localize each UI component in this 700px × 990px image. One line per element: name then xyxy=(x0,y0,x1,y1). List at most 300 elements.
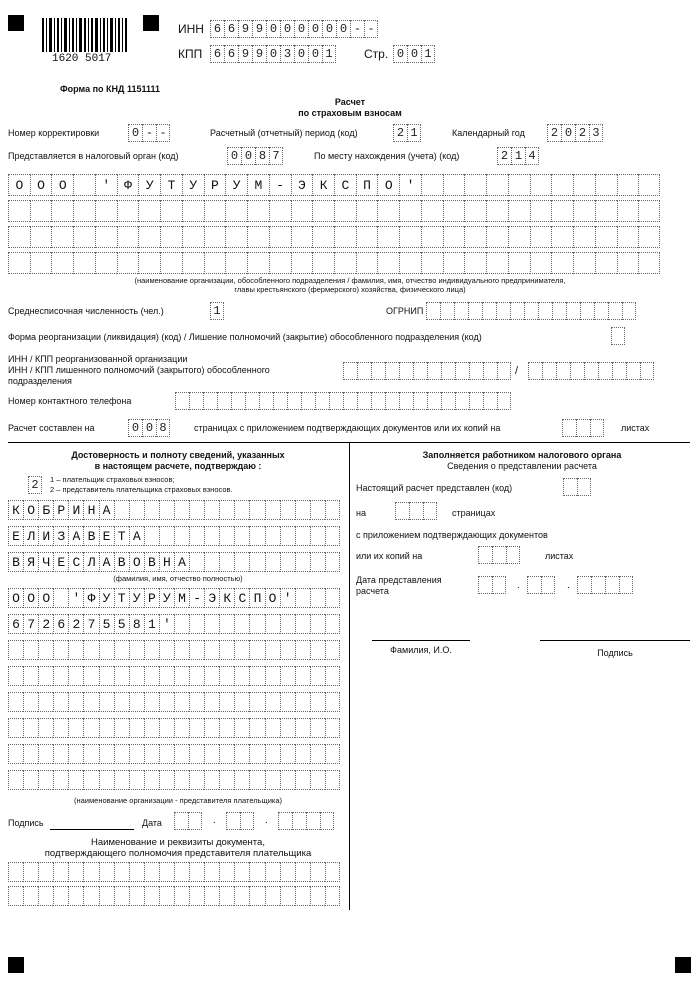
cell[interactable] xyxy=(114,718,129,738)
cell[interactable] xyxy=(478,546,492,564)
cell[interactable] xyxy=(269,252,291,274)
cell[interactable] xyxy=(138,226,160,248)
cell[interactable] xyxy=(174,666,189,686)
cell[interactable] xyxy=(68,744,83,764)
cell[interactable] xyxy=(552,302,566,320)
cell[interactable] xyxy=(295,718,310,738)
cell[interactable] xyxy=(413,362,427,380)
cell[interactable] xyxy=(117,226,139,248)
cell[interactable] xyxy=(234,666,249,686)
cell[interactable] xyxy=(53,886,68,906)
cell[interactable] xyxy=(247,200,269,222)
cell[interactable] xyxy=(269,200,291,222)
cell[interactable] xyxy=(580,302,594,320)
cell[interactable]: Я xyxy=(23,552,38,572)
cell[interactable] xyxy=(159,640,174,660)
reorg-kpp-cells[interactable] xyxy=(528,362,654,380)
cell[interactable] xyxy=(280,770,295,790)
cell[interactable]: У xyxy=(159,588,174,608)
cell[interactable] xyxy=(225,200,247,222)
cell[interactable]: 0 xyxy=(266,20,280,38)
cell[interactable] xyxy=(464,200,486,222)
cell[interactable]: Т xyxy=(160,174,182,196)
cell[interactable] xyxy=(483,392,497,410)
cell[interactable] xyxy=(99,770,114,790)
cell[interactable] xyxy=(204,886,219,906)
kpp-cells[interactable] xyxy=(210,45,336,63)
cell[interactable] xyxy=(99,744,114,764)
cell[interactable] xyxy=(594,302,608,320)
cell[interactable] xyxy=(174,692,189,712)
cell[interactable]: С xyxy=(68,552,83,572)
cell[interactable] xyxy=(605,576,619,594)
rep-org-row-2[interactable] xyxy=(8,614,340,634)
cell[interactable]: - xyxy=(142,124,156,142)
cell[interactable]: ' xyxy=(399,174,421,196)
rep-org-row-8[interactable] xyxy=(8,770,340,790)
cell[interactable] xyxy=(99,692,114,712)
cell[interactable] xyxy=(68,692,83,712)
cell[interactable] xyxy=(265,666,280,686)
cell[interactable] xyxy=(551,200,573,222)
cell[interactable] xyxy=(265,500,280,520)
cell[interactable] xyxy=(23,666,38,686)
cell[interactable] xyxy=(291,252,313,274)
cell[interactable]: 8 xyxy=(129,614,144,634)
org-name-row-4[interactable] xyxy=(8,252,660,274)
cell[interactable]: А xyxy=(99,552,114,572)
reorg-cell[interactable] xyxy=(611,327,625,345)
cell[interactable] xyxy=(160,226,182,248)
cell[interactable] xyxy=(492,546,506,564)
cell[interactable]: А xyxy=(174,552,189,572)
cell[interactable] xyxy=(189,770,204,790)
org-name-row-2[interactable] xyxy=(8,200,660,222)
cell[interactable] xyxy=(385,392,399,410)
cell[interactable] xyxy=(441,392,455,410)
cell[interactable] xyxy=(249,770,264,790)
cell[interactable]: О xyxy=(377,174,399,196)
cell[interactable] xyxy=(443,226,465,248)
cell[interactable] xyxy=(464,252,486,274)
cell[interactable] xyxy=(638,226,660,248)
cell[interactable] xyxy=(573,252,595,274)
cell[interactable] xyxy=(310,718,325,738)
cell[interactable] xyxy=(310,770,325,790)
tax-authority-cells[interactable] xyxy=(227,147,283,165)
cell[interactable] xyxy=(189,526,204,546)
cell[interactable] xyxy=(556,362,570,380)
cell[interactable] xyxy=(542,362,556,380)
cell[interactable] xyxy=(114,640,129,660)
cell[interactable] xyxy=(249,744,264,764)
correction-cells[interactable] xyxy=(128,124,170,142)
rep-org-row-7[interactable] xyxy=(8,744,340,764)
cell[interactable]: 2 xyxy=(38,614,53,634)
cell[interactable] xyxy=(291,200,313,222)
cell[interactable] xyxy=(325,886,340,906)
cell[interactable] xyxy=(53,692,68,712)
cell[interactable] xyxy=(291,226,313,248)
cell[interactable] xyxy=(280,862,295,882)
cell[interactable] xyxy=(174,526,189,546)
cell[interactable]: 0 xyxy=(142,419,156,437)
cell[interactable] xyxy=(231,392,245,410)
cell[interactable]: 0 xyxy=(322,20,336,38)
cell[interactable] xyxy=(114,770,129,790)
cell[interactable] xyxy=(159,886,174,906)
cell[interactable] xyxy=(399,362,413,380)
cell[interactable] xyxy=(204,500,219,520)
cell[interactable] xyxy=(377,200,399,222)
cell[interactable] xyxy=(530,200,552,222)
cell[interactable] xyxy=(497,392,511,410)
cell[interactable] xyxy=(204,640,219,660)
cell[interactable] xyxy=(640,362,654,380)
cell[interactable] xyxy=(51,226,73,248)
cell[interactable] xyxy=(144,718,159,738)
cell[interactable]: 8 xyxy=(156,419,170,437)
cell[interactable] xyxy=(51,252,73,274)
cell[interactable] xyxy=(506,546,520,564)
cell[interactable] xyxy=(530,252,552,274)
cell[interactable] xyxy=(174,640,189,660)
cell[interactable] xyxy=(573,226,595,248)
cell[interactable]: 2 xyxy=(497,147,511,165)
cell[interactable] xyxy=(464,174,486,196)
cell[interactable] xyxy=(357,392,371,410)
cell[interactable] xyxy=(129,718,144,738)
cell[interactable] xyxy=(129,744,144,764)
cell[interactable] xyxy=(234,692,249,712)
cell[interactable] xyxy=(259,392,273,410)
cell[interactable] xyxy=(295,640,310,660)
cell[interactable] xyxy=(295,744,310,764)
cell[interactable] xyxy=(129,666,144,686)
cell[interactable]: К xyxy=(312,174,334,196)
org-name-row-1[interactable] xyxy=(8,174,660,196)
cell[interactable] xyxy=(219,770,234,790)
cell[interactable]: 7 xyxy=(83,614,98,634)
cell[interactable] xyxy=(8,666,23,686)
cell[interactable] xyxy=(247,226,269,248)
cell[interactable]: 5 xyxy=(99,614,114,634)
cell[interactable]: 1 xyxy=(421,45,435,63)
cell[interactable]: Э xyxy=(291,174,313,196)
cell[interactable]: А xyxy=(129,526,144,546)
cell[interactable]: П xyxy=(249,588,264,608)
cell[interactable] xyxy=(249,862,264,882)
cell[interactable] xyxy=(8,252,30,274)
cell[interactable] xyxy=(225,252,247,274)
cell[interactable] xyxy=(8,770,23,790)
cell[interactable] xyxy=(217,392,231,410)
cell[interactable] xyxy=(219,886,234,906)
right-date-day[interactable] xyxy=(478,576,506,594)
cell[interactable] xyxy=(325,692,340,712)
cell[interactable] xyxy=(622,302,636,320)
cell[interactable] xyxy=(114,886,129,906)
cell[interactable] xyxy=(310,552,325,572)
cell[interactable] xyxy=(8,744,23,764)
cell[interactable] xyxy=(611,327,625,345)
cell[interactable]: ' xyxy=(95,174,117,196)
cell[interactable] xyxy=(174,614,189,634)
cell[interactable] xyxy=(234,744,249,764)
cell[interactable]: Е xyxy=(99,526,114,546)
cell[interactable] xyxy=(30,226,52,248)
cell[interactable] xyxy=(226,812,240,830)
cell[interactable] xyxy=(325,718,340,738)
cell[interactable]: 0 xyxy=(561,124,575,142)
cell[interactable] xyxy=(371,362,385,380)
cell[interactable] xyxy=(551,252,573,274)
cell[interactable]: Л xyxy=(83,552,98,572)
cell[interactable]: 0 xyxy=(294,45,308,63)
cell[interactable]: 7 xyxy=(23,614,38,634)
cell[interactable] xyxy=(83,770,98,790)
cell[interactable]: 2 xyxy=(393,124,407,142)
year-cells[interactable] xyxy=(547,124,603,142)
cell[interactable]: У xyxy=(138,174,160,196)
cell[interactable] xyxy=(204,200,226,222)
cell[interactable] xyxy=(265,744,280,764)
cell[interactable]: У xyxy=(182,174,204,196)
cell[interactable] xyxy=(249,640,264,660)
cell[interactable] xyxy=(295,886,310,906)
cell[interactable] xyxy=(8,200,30,222)
org-name-row-3[interactable] xyxy=(8,226,660,248)
cell[interactable] xyxy=(280,744,295,764)
cell[interactable] xyxy=(234,552,249,572)
cell[interactable] xyxy=(483,362,497,380)
cell[interactable]: О xyxy=(129,552,144,572)
inn-cells[interactable] xyxy=(210,20,378,38)
cell[interactable] xyxy=(234,862,249,882)
submitted-cells[interactable] xyxy=(563,478,591,496)
cell[interactable] xyxy=(486,226,508,248)
cell[interactable] xyxy=(524,302,538,320)
cell[interactable] xyxy=(325,744,340,764)
cell[interactable] xyxy=(385,362,399,380)
cell[interactable] xyxy=(280,666,295,686)
cell[interactable] xyxy=(138,200,160,222)
cell[interactable]: Е xyxy=(53,552,68,572)
cell[interactable] xyxy=(312,200,334,222)
cell[interactable]: ' xyxy=(159,614,174,634)
cell[interactable]: 0 xyxy=(308,20,322,38)
cell[interactable] xyxy=(478,576,492,594)
cell[interactable] xyxy=(399,252,421,274)
cell[interactable] xyxy=(287,392,301,410)
cell[interactable] xyxy=(30,200,52,222)
page-cells[interactable] xyxy=(393,45,435,63)
cell[interactable] xyxy=(295,552,310,572)
cell[interactable]: 1 xyxy=(210,302,224,320)
cell[interactable] xyxy=(51,200,73,222)
cell[interactable] xyxy=(598,362,612,380)
cell[interactable] xyxy=(399,200,421,222)
cell[interactable] xyxy=(53,718,68,738)
cell[interactable] xyxy=(189,718,204,738)
cell[interactable] xyxy=(204,770,219,790)
cell[interactable] xyxy=(423,502,437,520)
cell[interactable] xyxy=(129,886,144,906)
cell[interactable] xyxy=(114,666,129,686)
left-date-day[interactable] xyxy=(174,812,202,830)
cell[interactable] xyxy=(219,862,234,882)
cell[interactable] xyxy=(204,614,219,634)
cell[interactable] xyxy=(455,392,469,410)
cell[interactable] xyxy=(234,886,249,906)
cell[interactable] xyxy=(159,718,174,738)
cell[interactable]: А xyxy=(99,500,114,520)
cell[interactable] xyxy=(219,744,234,764)
cell[interactable] xyxy=(23,770,38,790)
cell[interactable]: О xyxy=(51,174,73,196)
location-cells[interactable] xyxy=(497,147,539,165)
cell[interactable] xyxy=(129,770,144,790)
cell[interactable] xyxy=(573,200,595,222)
cell[interactable]: - xyxy=(156,124,170,142)
cell[interactable] xyxy=(219,692,234,712)
cell[interactable] xyxy=(356,200,378,222)
cell[interactable] xyxy=(68,862,83,882)
cell[interactable] xyxy=(73,200,95,222)
cell[interactable] xyxy=(83,718,98,738)
cell[interactable] xyxy=(443,200,465,222)
cell[interactable] xyxy=(174,770,189,790)
cell[interactable] xyxy=(310,692,325,712)
cell[interactable]: О xyxy=(23,588,38,608)
cell[interactable] xyxy=(203,392,217,410)
cell[interactable] xyxy=(566,302,580,320)
cell[interactable] xyxy=(528,362,542,380)
cell[interactable]: И xyxy=(38,526,53,546)
cell[interactable] xyxy=(399,392,413,410)
cell[interactable] xyxy=(492,576,506,594)
cell[interactable] xyxy=(23,744,38,764)
pages-cells[interactable] xyxy=(128,419,170,437)
cell[interactable]: Р xyxy=(204,174,226,196)
cell[interactable] xyxy=(608,302,622,320)
cell[interactable] xyxy=(612,362,626,380)
cell[interactable]: В xyxy=(114,552,129,572)
cell[interactable] xyxy=(577,576,591,594)
cell[interactable] xyxy=(204,666,219,686)
cell[interactable] xyxy=(189,500,204,520)
cell[interactable] xyxy=(8,640,23,660)
cell[interactable]: 6 xyxy=(210,45,224,63)
cell[interactable] xyxy=(551,174,573,196)
cell[interactable] xyxy=(129,500,144,520)
cell[interactable] xyxy=(562,419,576,437)
cell[interactable] xyxy=(234,718,249,738)
cell[interactable] xyxy=(295,526,310,546)
cell[interactable] xyxy=(144,500,159,520)
cell[interactable]: 9 xyxy=(252,45,266,63)
cell[interactable] xyxy=(334,226,356,248)
cell[interactable] xyxy=(541,576,555,594)
cell[interactable] xyxy=(265,640,280,660)
cell[interactable] xyxy=(427,362,441,380)
cell[interactable] xyxy=(295,614,310,634)
cell[interactable] xyxy=(204,552,219,572)
cell[interactable] xyxy=(189,692,204,712)
cell[interactable]: 9 xyxy=(252,20,266,38)
cell[interactable]: С xyxy=(234,588,249,608)
cell[interactable]: 2 xyxy=(547,124,561,142)
cell[interactable] xyxy=(469,392,483,410)
cell[interactable]: З xyxy=(53,526,68,546)
cell[interactable] xyxy=(53,744,68,764)
cell[interactable] xyxy=(204,226,226,248)
right-sheets-cells[interactable] xyxy=(478,546,520,564)
cell[interactable] xyxy=(265,692,280,712)
cell[interactable] xyxy=(144,692,159,712)
cell[interactable] xyxy=(441,362,455,380)
cell[interactable] xyxy=(53,770,68,790)
cell[interactable]: О xyxy=(38,588,53,608)
cell[interactable]: Н xyxy=(83,500,98,520)
cell[interactable] xyxy=(182,252,204,274)
cell[interactable] xyxy=(295,588,310,608)
cell[interactable] xyxy=(99,718,114,738)
cell[interactable] xyxy=(38,770,53,790)
cell[interactable]: С xyxy=(334,174,356,196)
cell[interactable] xyxy=(409,502,423,520)
cell[interactable]: 0 xyxy=(266,45,280,63)
cell[interactable]: К xyxy=(219,588,234,608)
rep-org-row-5[interactable] xyxy=(8,692,340,712)
cell[interactable] xyxy=(144,640,159,660)
cell[interactable]: У xyxy=(225,174,247,196)
fio-line[interactable] xyxy=(372,640,470,641)
cell[interactable] xyxy=(83,666,98,686)
rep-org-row-4[interactable] xyxy=(8,666,340,686)
cell[interactable] xyxy=(99,886,114,906)
cell[interactable] xyxy=(219,718,234,738)
left-sign-line[interactable] xyxy=(50,829,134,830)
cell[interactable] xyxy=(189,862,204,882)
cell[interactable] xyxy=(189,640,204,660)
cell[interactable] xyxy=(265,552,280,572)
cell[interactable] xyxy=(73,174,95,196)
cell[interactable] xyxy=(204,718,219,738)
left-date-month[interactable] xyxy=(226,812,254,830)
cell[interactable]: 1 xyxy=(407,124,421,142)
doc-row-2[interactable] xyxy=(8,886,340,906)
cell[interactable] xyxy=(265,886,280,906)
cell[interactable] xyxy=(265,718,280,738)
cell[interactable] xyxy=(343,362,357,380)
cell[interactable] xyxy=(310,886,325,906)
cell[interactable] xyxy=(249,692,264,712)
cell[interactable] xyxy=(99,862,114,882)
cell[interactable]: В xyxy=(144,552,159,572)
cell[interactable] xyxy=(188,812,202,830)
cell[interactable] xyxy=(38,862,53,882)
cell[interactable] xyxy=(8,862,23,882)
cell[interactable] xyxy=(371,392,385,410)
cell[interactable] xyxy=(249,666,264,686)
ogrnip-cells[interactable] xyxy=(426,302,636,320)
cell[interactable] xyxy=(68,640,83,660)
cell[interactable] xyxy=(469,362,483,380)
cell[interactable]: Л xyxy=(23,526,38,546)
cell[interactable]: О xyxy=(8,588,23,608)
cell[interactable] xyxy=(144,744,159,764)
